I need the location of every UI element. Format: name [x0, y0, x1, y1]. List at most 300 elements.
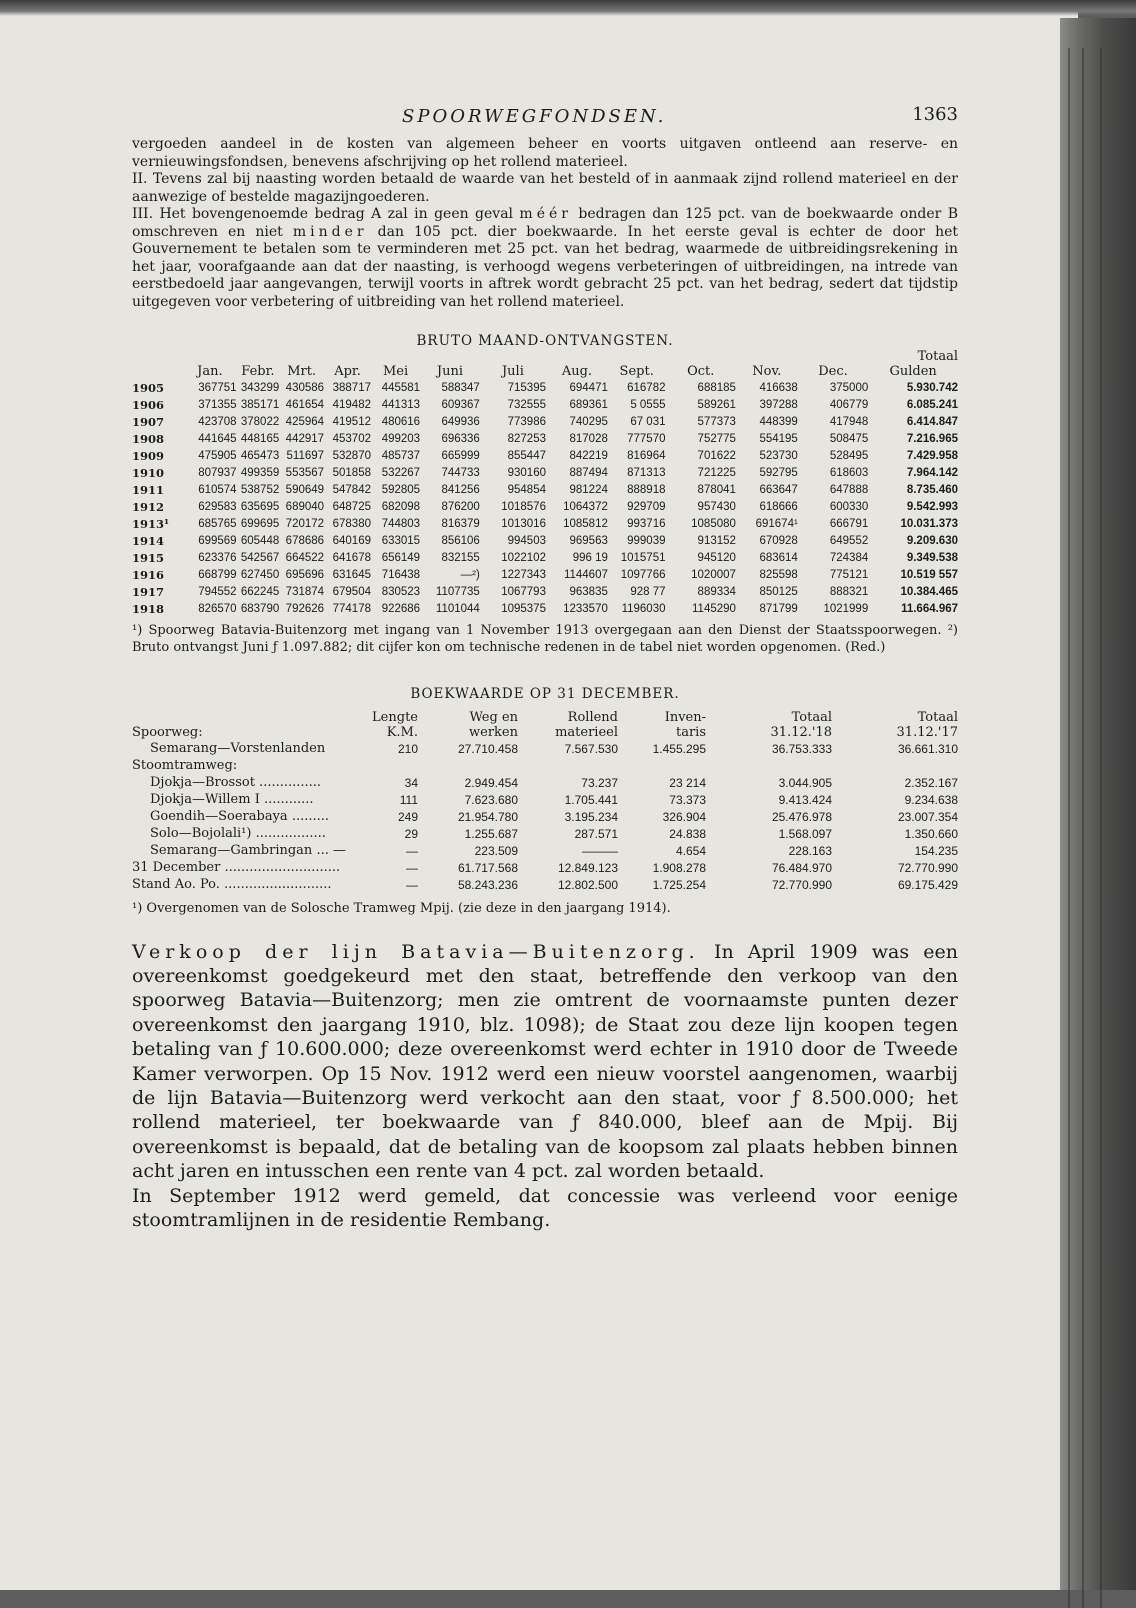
boekwaarde-value-cell: 9.413.424 — [778, 792, 832, 807]
bruto-value-cell: 9.209.630 — [906, 534, 958, 547]
boekwaarde-value-cell: 3.195.234 — [564, 809, 618, 824]
bruto-row — [132, 413, 958, 430]
boekwaarde-header-cell — [132, 710, 368, 725]
bruto-value-cell: 696336 — [441, 432, 480, 445]
bruto-value-cell: 871313 — [627, 466, 666, 479]
bruto-year-cell: 1918 — [132, 601, 165, 616]
bruto-value-cell: 633015 — [381, 534, 421, 547]
bruto-col-header: Oct. — [687, 364, 715, 379]
bruto-year-cell: 1916 — [132, 567, 165, 582]
boekwaarde-value-cell: 9.234.638 — [904, 792, 958, 807]
boekwaarde-value-cell: 27.710.458 — [457, 741, 518, 756]
bruto-value-cell: 732555 — [507, 398, 546, 411]
bruto-value-cell: 1085812 — [563, 517, 608, 530]
boekwaarde-header-top — [132, 710, 958, 725]
bruto-value-cell: 508475 — [829, 432, 869, 445]
bruto-value-cell: 499359 — [240, 466, 280, 479]
bruto-value-cell: 699695 — [240, 517, 280, 530]
bruto-year-cell: 1907 — [132, 414, 165, 429]
bruto-value-cell: 999039 — [627, 534, 666, 547]
bruto-value-cell: 67 031 — [630, 415, 666, 428]
bruto-value-cell: 1107735 — [435, 585, 480, 598]
boekwaarde-value-cell: 72.770.990 — [897, 860, 958, 875]
bruto-value-cell: 378022 — [240, 415, 280, 428]
boekwaarde-row — [132, 825, 958, 842]
bruto-value-cell: 538752 — [240, 483, 280, 496]
bruto-value-cell: 480616 — [381, 415, 421, 428]
boekwaarde-title: BOEKWAARDE OP 31 DECEMBER. — [410, 686, 680, 702]
boekwaarde-value-cell: 23 214 — [669, 775, 706, 790]
bruto-value-cell: 532870 — [332, 449, 371, 462]
boekwaarde-value-cell: 58.243.236 — [457, 877, 518, 892]
bruto-value-cell: 371355 — [198, 398, 237, 411]
bruto-value-cell: 774178 — [332, 602, 371, 615]
bruto-col-header: Mrt. — [287, 364, 317, 379]
page-content — [132, 100, 958, 1232]
boekwaarde-name-cell: Semarang—Vorstenlanden — [150, 741, 326, 756]
boekwaarde-value-cell: 73.373 — [669, 792, 706, 807]
boekwaarde-value-cell: 12.802.500 — [557, 877, 618, 892]
boekwaarde-row — [132, 876, 958, 893]
bruto-value-cell: 720172 — [285, 517, 325, 530]
bruto-value-cell: 744733 — [441, 466, 480, 479]
bruto-value-cell: 609367 — [441, 398, 480, 411]
bruto-value-cell: 1227343 — [501, 568, 546, 581]
bruto-value-cell: 448165 — [240, 432, 280, 445]
bruto-value-cell: 963835 — [569, 585, 608, 598]
bruto-col-header: Aug. — [561, 364, 593, 379]
boekwaarde-header-cell: Totaal — [917, 710, 958, 725]
bruto-year-cell: 1905 — [132, 380, 165, 395]
boekwaarde-row — [132, 791, 958, 808]
bruto-row — [132, 464, 958, 481]
boekwaarde-value-cell: 7.623.680 — [464, 792, 518, 807]
bruto-value-cell: 445581 — [381, 381, 421, 394]
bruto-value-cell: 1067793 — [501, 585, 546, 598]
bruto-value-cell: 816964 — [627, 449, 666, 462]
bruto-value-cell: 1145290 — [692, 602, 736, 615]
bruto-col-header: Jan. — [197, 364, 223, 379]
page-number: 1363 — [912, 104, 958, 125]
bruto-value-cell: 10.519 557 — [900, 568, 958, 581]
bruto-value-cell: 683790 — [240, 602, 280, 615]
boekwaarde-header-cell: 31.12.'18 — [770, 725, 832, 740]
boekwaarde-body — [132, 740, 958, 893]
bruto-value-cell: 627450 — [240, 568, 280, 581]
bruto-value-cell: 740295 — [569, 415, 608, 428]
bruto-value-cell: 649936 — [441, 415, 480, 428]
bruto-value-cell: 10.384.465 — [900, 585, 958, 598]
bruto-value-cell: 553567 — [285, 466, 325, 479]
bruto-value-cell: 994503 — [507, 534, 546, 547]
bruto-value-cell: 425964 — [285, 415, 325, 428]
bruto-year-cell: 1917 — [132, 584, 165, 599]
boekwaarde-value-cell: 7.567.530 — [564, 741, 618, 756]
boekwaarde-value-cell: 21.954.780 — [457, 809, 518, 824]
stoomtram-label: Stoomtramweg: — [132, 758, 238, 773]
bruto-value-cell: 419482 — [332, 398, 371, 411]
bruto-value-cell: 695696 — [285, 568, 325, 581]
bruto-value-cell: 423708 — [198, 415, 237, 428]
bruto-value-cell: 856106 — [441, 534, 480, 547]
bruto-value-cell: 618666 — [759, 500, 798, 513]
bruto-value-cell: 485737 — [381, 449, 421, 462]
boekwaarde-value-cell: 228.163 — [788, 843, 832, 858]
bruto-value-cell: 666791 — [829, 517, 869, 530]
boekwaarde-name-cell: Djokja—Brossot ............... — [150, 775, 322, 790]
bruto-value-cell: 1196030 — [621, 602, 666, 615]
bruto-value-cell: 1097766 — [620, 568, 666, 581]
bruto-value-cell: 10.031.373 — [900, 517, 958, 530]
bruto-value-cell: 406779 — [829, 398, 869, 411]
bruto-row — [132, 447, 958, 464]
bruto-value-cell: 9.349.538 — [906, 551, 958, 564]
bruto-value-cell: 589261 — [697, 398, 736, 411]
verkoop-text: In April 1909 was een overeenkomst goedgekeurd met den staat, betreffende den verkoop van den spoorweg Batavia—Buitenzorg; men zie omtrent de voornaamste punten dezer overeenkomst den jaargang 1910, blz. 1098); de Staat zou deze lijn koopen tegen betaling van ƒ 10.600.000; deze overeenkomst werd echter in 1910 door de Tweede Kamer verworpen. Op 15 Nov. 1912 werd een nieuw voorstel aangenomen, waarbij de lijn Batavia—Buitenzorg werd verkocht aan den staat, voor ƒ 8.500.000; het rollend materieel, ter boekwaarde van ƒ 840.000, bleef aan de Mpij. Bij overeenkomst is bepaald, dat de betaling van de koopsom zal plaats hebben binnen acht jaren en intusschen een rente van 4 pct. zal worden betaald. — [132, 940, 958, 1183]
bruto-value-cell: 827253 — [507, 432, 546, 445]
bruto-value-cell: 343299 — [240, 381, 280, 394]
bruto-row — [132, 515, 958, 532]
bruto-col-header: Sept. — [619, 364, 654, 379]
bruto-value-cell: 1022102 — [501, 551, 546, 564]
bruto-value-cell: 807937 — [198, 466, 237, 479]
bruto-value-cell: 1064372 — [563, 500, 608, 513]
bruto-year-cell: 1909 — [132, 448, 165, 463]
bruto-value-cell: 623376 — [198, 551, 237, 564]
boekwaarde-value-cell: 34 — [404, 775, 418, 790]
bruto-value-cell: 1085080 — [691, 517, 736, 530]
bruto-col-header: Gulden — [889, 364, 937, 379]
bruto-value-cell: 416638 — [759, 381, 798, 394]
bruto-value-cell: 731874 — [285, 585, 325, 598]
bruto-value-cell: 662245 — [240, 585, 280, 598]
boekwaarde-value-cell: 36.753.333 — [771, 741, 832, 756]
boekwaarde-header-cell: 31.12.'17 — [896, 725, 958, 740]
boekwaarde-row — [132, 740, 958, 757]
bruto-value-cell: 957430 — [697, 500, 736, 513]
bruto-value-cell: 691674¹ — [755, 517, 798, 530]
boekwaarde-value-cell: 61.717.568 — [457, 860, 518, 875]
bruto-value-cell: 1020007 — [691, 568, 736, 581]
boekwaarde-header-bottom — [132, 725, 958, 740]
bruto-value-cell: 888918 — [627, 483, 666, 496]
bruto-col-header: Dec. — [818, 364, 848, 379]
bruto-value-cell: 689361 — [569, 398, 608, 411]
bruto-value-cell: 1015751 — [620, 551, 666, 564]
intro-paragraph-2: II. Tevens zal bij naasting worden betaald de waarde van het besteld of in aanmaak zijnd rollend materieel en der aanwezige of bestelde magazijngoederen. — [132, 171, 958, 205]
bruto-col-header: Mei — [382, 364, 409, 379]
bruto-value-cell: 9.542.993 — [906, 500, 958, 513]
boekwaarde-value-cell: 1.725.254 — [652, 877, 706, 892]
bruto-value-cell: 682098 — [381, 500, 421, 513]
boekwaarde-header-cell: Spoorweg: — [132, 725, 203, 740]
bruto-value-cell: 523730 — [759, 449, 798, 462]
bruto-col-header: Nov. — [752, 364, 782, 379]
boekwaarde-header-cell: K.M. — [386, 725, 418, 740]
bruto-value-cell: 419512 — [332, 415, 371, 428]
bruto-value-cell: 1021999 — [823, 602, 869, 615]
bruto-value-cell: 631645 — [332, 568, 371, 581]
bruto-title: BRUTO MAAND-ONTVANGSTEN. — [416, 333, 674, 349]
bruto-table — [132, 349, 958, 617]
boekwaarde-value-cell: 24.838 — [669, 826, 706, 841]
bruto-value-cell: 689040 — [285, 500, 325, 513]
boekwaarde-value-cell: 249 — [397, 809, 418, 824]
bruto-value-cell: 629583 — [198, 500, 237, 513]
boekwaarde-value-cell: 326.904 — [662, 809, 706, 824]
bruto-value-cell: 855447 — [507, 449, 546, 462]
boekwaarde-value-cell: 36.661.310 — [897, 741, 958, 756]
bruto-value-cell: 888321 — [829, 585, 869, 598]
bruto-value-cell: 954854 — [507, 483, 546, 496]
bruto-value-cell: 792626 — [285, 602, 325, 615]
bruto-value-cell: 668799 — [198, 568, 237, 581]
boekwaarde-value-cell: 4.654 — [675, 843, 706, 858]
bruto-value-cell: 7.429.958 — [906, 449, 958, 462]
bruto-col-header — [132, 364, 183, 379]
bruto-value-cell: 11.664.967 — [901, 602, 958, 615]
intro-paragraph-1: vergoeden aandeel in de kosten van algemeen beheer en voorts uitgaven ontleend aan reserve- en vernieuwingsfondsen, benevens afschrijving op het rollend materieel. — [132, 136, 958, 170]
boekwaarde-value-cell: 287.571 — [574, 826, 618, 841]
bruto-row — [132, 583, 958, 600]
bruto-value-cell: 887494 — [569, 466, 608, 479]
bruto-value-cell: 367751 — [198, 381, 237, 394]
bruto-value-cell: 618603 — [829, 466, 869, 479]
bruto-value-cell: 635695 — [240, 500, 280, 513]
bruto-value-cell: 610574 — [198, 483, 237, 496]
boekwaarde-value-cell: 210 — [397, 741, 418, 756]
bruto-body — [132, 379, 958, 617]
bruto-value-cell: 656149 — [381, 551, 421, 564]
bruto-row — [132, 566, 958, 583]
bruto-footnote: ¹) Spoorweg Batavia-Buitenzorg met ingang van 1 November 1913 overgegaan aan den Dienst der Staatsspoorwegen. ²) Bruto ontvangst Juni ƒ 1.097.882; dit cijfer kon om technische redenen in de tabel niet worden opgenomen. (Red.) — [132, 623, 958, 655]
bruto-col-header: Juli — [501, 364, 524, 379]
bruto-year-cell: 1915 — [132, 550, 165, 565]
boekwaarde-value-cell: 12.849.123 — [557, 860, 618, 875]
bruto-value-cell: 465473 — [240, 449, 280, 462]
bruto-value-cell: 842219 — [569, 449, 608, 462]
bruto-row — [132, 498, 958, 515]
bruto-value-cell: 501858 — [332, 466, 371, 479]
boekwaarde-value-cell: 2.352.167 — [904, 775, 958, 790]
bruto-value-cell: 542567 — [240, 551, 280, 564]
bruto-value-cell: 588347 — [441, 381, 480, 394]
boekwaarde-value-cell: 1.705.441 — [564, 792, 618, 807]
boekwaarde-name-cell: Goendih—Soerabaya ......... — [150, 809, 330, 824]
bruto-row — [132, 532, 958, 549]
bruto-col-header: Febr. — [241, 364, 275, 379]
boekwaarde-header-cell: Weg en — [469, 710, 518, 725]
boekwaarde-header-cell: Rollend — [567, 710, 618, 725]
bruto-value-cell: 841256 — [441, 483, 480, 496]
bruto-value-cell: 825598 — [759, 568, 798, 581]
bruto-value-cell: 794552 — [198, 585, 237, 598]
bruto-value-cell: 592795 — [759, 466, 798, 479]
bruto-value-cell: 600330 — [829, 500, 869, 513]
bruto-value-cell: 441313 — [381, 398, 421, 411]
bruto-value-cell: 441645 — [198, 432, 237, 445]
boekwaarde-row — [132, 774, 958, 791]
bruto-value-cell: 6.085.241 — [906, 398, 958, 411]
bruto-value-cell: 930160 — [507, 466, 546, 479]
boekwaarde-value-cell: 1.455.295 — [652, 741, 706, 756]
bruto-value-cell: 1233570 — [563, 602, 608, 615]
bruto-row — [132, 481, 958, 498]
bruto-value-cell: 605448 — [240, 534, 280, 547]
bruto-value-cell: 816379 — [441, 517, 480, 530]
bruto-value-cell: 679504 — [332, 585, 371, 598]
top-shadow — [0, 0, 1136, 16]
bruto-value-cell: 688185 — [697, 381, 736, 394]
bruto-value-cell: 532267 — [381, 466, 421, 479]
boekwaarde-value-cell: 73.237 — [581, 775, 618, 790]
bruto-value-cell: 5 0555 — [630, 398, 666, 411]
bruto-value-cell: 1144607 — [563, 568, 608, 581]
boekwaarde-row — [132, 808, 958, 825]
bruto-value-cell: 721225 — [697, 466, 736, 479]
bruto-value-cell: 430586 — [285, 381, 325, 394]
bruto-value-cell: 678686 — [285, 534, 325, 547]
bruto-value-cell: 699569 — [198, 534, 237, 547]
boekwaarde-name-cell: 31 December ............................ — [132, 860, 341, 875]
bruto-value-cell: 417948 — [829, 415, 869, 428]
bruto-value-cell: 5.930.742 — [906, 381, 958, 394]
bruto-year-cell: 1913¹ — [132, 516, 170, 531]
bruto-value-cell: 475905 — [198, 449, 237, 462]
boekwaarde-header-cell: Inven- — [664, 710, 706, 725]
page-edge — [1060, 18, 1136, 1590]
bruto-value-cell: 641678 — [332, 551, 371, 564]
bruto-value-cell: 817028 — [569, 432, 608, 445]
boekwaarde-value-cell: ——— — [582, 843, 618, 858]
bruto-value-cell: 442917 — [285, 432, 325, 445]
bruto-value-cell: 590649 — [285, 483, 325, 496]
bruto-value-cell: 461654 — [285, 398, 325, 411]
boekwaarde-value-cell: 1.908.278 — [652, 860, 706, 875]
bruto-value-cell: 511697 — [286, 449, 325, 462]
bruto-value-cell: 981224 — [569, 483, 608, 496]
boekwaarde-value-cell: — — [406, 843, 418, 858]
bruto-value-cell: 928 77 — [630, 585, 666, 598]
bruto-value-cell: 448399 — [759, 415, 798, 428]
verkoop-heading: Verkoop der lijn Batavia—Buitenzorg. — [132, 940, 700, 963]
bruto-value-cell: 683614 — [759, 551, 798, 564]
boekwaarde-value-cell: 29 — [404, 826, 418, 841]
bruto-value-cell: 701622 — [697, 449, 736, 462]
bruto-row — [132, 549, 958, 566]
bruto-year-cell: 1910 — [132, 465, 165, 480]
boekwaarde-value-cell: 72.770.990 — [771, 877, 832, 892]
bruto-value-cell: 8.735.460 — [906, 483, 958, 496]
boekwaarde-value-cell: — — [406, 877, 418, 892]
boekwaarde-header-cell: werken — [469, 725, 518, 740]
bruto-value-cell: 647888 — [829, 483, 869, 496]
bruto-value-cell: 7.216.965 — [906, 432, 958, 445]
bruto-value-cell: 773986 — [507, 415, 546, 428]
bruto-value-cell: 577373 — [697, 415, 736, 428]
bruto-value-cell: 945120 — [697, 551, 736, 564]
boekwaarde-row — [132, 859, 958, 876]
intro-paragraph-3: III. Het bovengenoemde bedrag A zal in geen geval méér bedragen dan 125 pct. van de boekwaarde onder B omschreven en niet minder dan 105 pct. dier boekwaarde. In het eerste geval is echter de door het Gouvernement te betalen som te verminderen met 25 pct. van het bedrag, waarmede de uitbreidingsrekening in het jaar, voorafgaande aan dat der naasting, is verhoogd wegens verbeteringen of uitbreidingen, na intrede van eerstbedoeld jaar aangevangen, terwijl voorts in aftrek wordt gebracht 25 pct. van het bedrag, sedert dat tijdstip uitgegeven voor verbetering of uitbreiding van het rollend materieel. — [132, 206, 959, 310]
boekwaarde-value-cell: 1.568.097 — [778, 826, 832, 841]
bruto-value-cell: 969563 — [569, 534, 608, 547]
boekwaarde-value-cell: 223.509 — [474, 843, 518, 858]
bruto-value-cell: 375000 — [829, 381, 869, 394]
bruto-value-cell: 388717 — [332, 381, 371, 394]
boekwaarde-value-cell: 69.175.429 — [897, 877, 958, 892]
boekwaarde-name-cell: Solo—Bojolali¹) ................. — [150, 826, 326, 841]
bruto-value-cell: 1013016 — [501, 517, 546, 530]
bruto-value-cell: 826570 — [198, 602, 237, 615]
bruto-value-cell: 744803 — [381, 517, 421, 530]
boekwaarde-value-cell: 3.044.905 — [778, 775, 832, 790]
boekwaarde-value-cell: 2.949.454 — [464, 775, 518, 790]
bruto-row — [132, 600, 958, 617]
boekwaarde-header-cell: Totaal — [791, 710, 832, 725]
bruto-value-cell: 670928 — [759, 534, 798, 547]
bruto-row — [132, 430, 958, 447]
bruto-year-cell: 1908 — [132, 431, 165, 446]
bruto-value-cell: 385171 — [240, 398, 280, 411]
boekwaarde-header-cell: taris — [675, 725, 706, 740]
boekwaarde-row — [132, 842, 958, 859]
bruto-value-cell: 640169 — [332, 534, 371, 547]
bruto-value-cell: 832155 — [441, 551, 480, 564]
bruto-year-cell: 1911 — [132, 482, 165, 497]
bruto-value-cell: 775121 — [829, 568, 869, 581]
bruto-value-cell: 752775 — [697, 432, 736, 445]
bruto-value-cell: 724384 — [829, 551, 869, 564]
boekwaarde-value-cell: 154.235 — [914, 843, 958, 858]
boekwaarde-value-cell: 111 — [399, 792, 418, 807]
bruto-value-cell: 1018576 — [501, 500, 546, 513]
boekwaarde-value-cell: 25.476.978 — [771, 809, 832, 824]
boekwaarde-value-cell: 23.007.354 — [897, 809, 958, 824]
bruto-value-cell: 678380 — [332, 517, 371, 530]
running-title: SPOORWEGFONDSEN. — [402, 106, 667, 127]
bruto-year-cell: 1914 — [132, 533, 165, 548]
bruto-value-cell: —²) — [460, 568, 480, 581]
stoomtram-label-row — [132, 757, 958, 774]
bruto-value-cell: 850125 — [759, 585, 798, 598]
bruto-totaal-label: Totaal — [917, 349, 958, 364]
bruto-value-cell: 830523 — [381, 585, 421, 598]
bruto-value-cell: 528495 — [829, 449, 869, 462]
bruto-value-cell: 922686 — [381, 602, 421, 615]
bruto-value-cell: 7.964.142 — [906, 466, 958, 479]
verkoop-paragraph — [132, 940, 958, 1184]
bruto-value-cell: 685765 — [198, 517, 237, 530]
bruto-value-cell: 592805 — [381, 483, 421, 496]
bruto-value-cell: 715395 — [507, 381, 546, 394]
boekwaarde-header-cell: materieel — [555, 725, 618, 740]
bruto-col-header: Apr. — [334, 364, 361, 379]
bruto-value-cell: 648725 — [332, 500, 371, 513]
bruto-year-cell: 1906 — [132, 397, 165, 412]
boekwaarde-footnote: ¹) Overgenomen van de Solosche Tramweg Mpij. (zie deze in den jaargang 1914). — [132, 901, 671, 916]
bruto-row — [132, 396, 958, 413]
bruto-value-cell: 1095375 — [501, 602, 546, 615]
bruto-header-row — [132, 364, 958, 379]
bruto-value-cell: 6.414.847 — [906, 415, 958, 428]
boekwaarde-value-cell: 1.255.687 — [464, 826, 518, 841]
boekwaarde-name-cell: Stand Ao. Po. .......................... — [132, 877, 332, 892]
bruto-value-cell: 397288 — [759, 398, 798, 411]
bruto-value-cell: 871799 — [759, 602, 798, 615]
boekwaarde-value-cell: 1.350.660 — [904, 826, 958, 841]
bruto-value-cell: 996 19 — [572, 551, 608, 564]
concessie-paragraph: In September 1912 werd gemeld, dat concessie was verleend voor eenige stoomtramlijnen in de residentie Rembang. — [132, 1184, 958, 1231]
